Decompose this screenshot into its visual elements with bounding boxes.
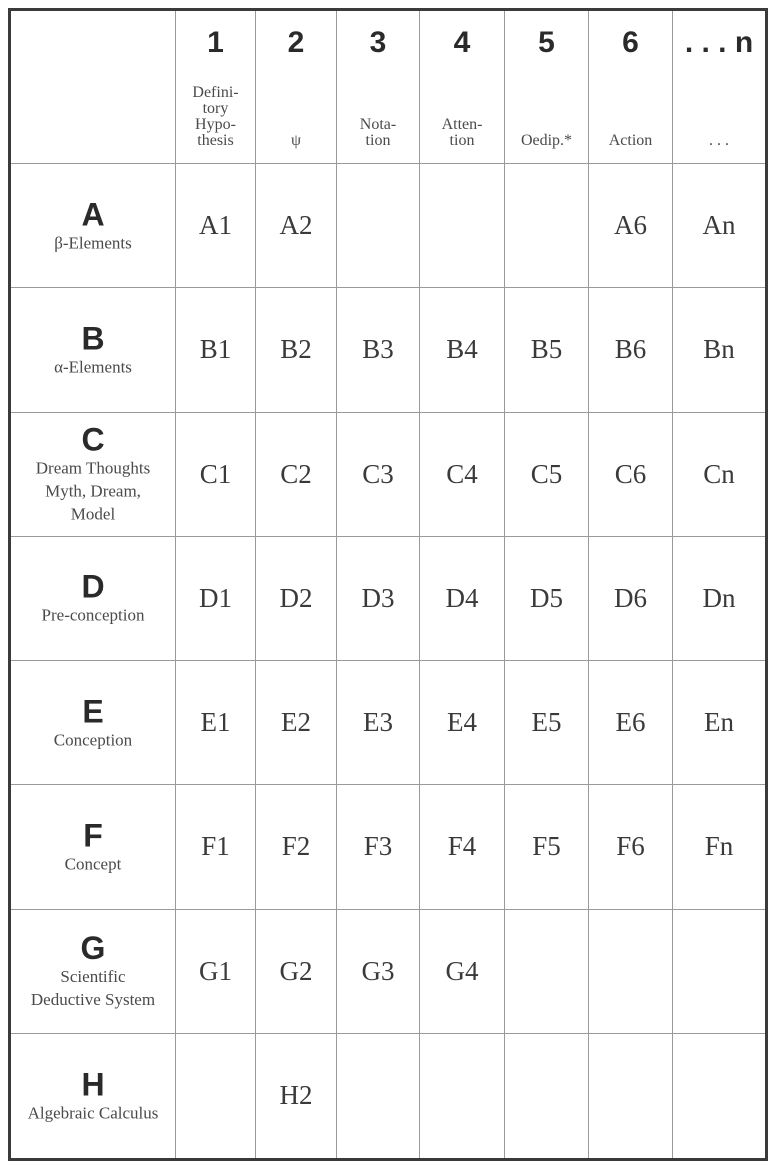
column-number: 4 [453,26,471,59]
grid-cell: Cn [673,413,765,537]
grid-cell: H2 [256,1034,337,1158]
grid-cell: D6 [589,537,673,661]
column-number: 3 [369,26,387,59]
row-header-f [11,785,176,909]
grid-cell: G1 [176,910,256,1034]
grid-cell: C4 [420,413,505,537]
grid-cell: B6 [589,288,673,412]
grid-cell: F6 [589,785,673,909]
row-letter: A [81,196,105,233]
row-header-h [11,1034,176,1158]
row-label: α-Elements [54,357,132,377]
grid-cell: D2 [256,537,337,661]
column-number: 5 [538,26,555,59]
grid-cell: E2 [256,661,337,785]
row-label: Concept [64,854,122,874]
column-label: Defini- tory Hypo- thesis [192,84,239,149]
grid-cell: D3 [337,537,420,661]
grid-cell [505,1034,589,1158]
grid-cell: G3 [337,910,420,1034]
row-letter: G [80,930,106,967]
grid-cell: F5 [505,785,589,909]
column-label: Oedip.* [520,132,573,149]
column-header-5 [505,11,589,164]
column-number: . . . n [684,26,754,59]
grid-cell: F1 [176,785,256,909]
grid-cell: F4 [420,785,505,909]
column-label: . . . [709,132,729,149]
grid-cell: G4 [420,910,505,1034]
row-label: β-Elements [54,233,132,253]
row-header-d [11,537,176,661]
corner-cell [11,11,176,164]
column-number: 6 [622,26,639,59]
row-header-b [11,288,176,412]
grid-cell: D1 [176,537,256,661]
grid-cell: C2 [256,413,337,537]
grid-cell: An [673,164,765,288]
column-label: ψ [290,132,301,149]
grid-cell: A2 [256,164,337,288]
column-header-1 [176,11,256,164]
grid-cell: B1 [176,288,256,412]
column-label: Nota- tion [359,116,397,149]
grid-cell [505,164,589,288]
grid-cell: C6 [589,413,673,537]
row-letter: E [82,693,104,730]
column-header-2 [256,11,337,164]
grid-cell: A6 [589,164,673,288]
bion-grid-table [8,8,768,1161]
row-letter: D [81,568,105,605]
row-header-c [11,413,176,537]
column-label: Action [608,132,653,149]
row-letter: B [81,320,105,357]
grid-cell: B5 [505,288,589,412]
row-label: Conception [53,730,133,750]
grid-cell: C3 [337,413,420,537]
grid-cell [673,910,765,1034]
row-label: Dream Thoughts Myth, Dream, Model [35,458,151,524]
grid-cell: C5 [505,413,589,537]
row-header-g [11,910,176,1034]
grid-cell: F3 [337,785,420,909]
column-number: 2 [287,26,305,59]
grid-cell: B4 [420,288,505,412]
grid-cell: D4 [420,537,505,661]
grid-cell [337,164,420,288]
row-letter: F [83,817,103,854]
column-header-6 [589,11,673,164]
grid-cell: E5 [505,661,589,785]
grid-cell: En [673,661,765,785]
grid-cell: Dn [673,537,765,661]
column-header-n [673,11,765,164]
grid-cell [420,164,505,288]
grid-cell [420,1034,505,1158]
row-header-e [11,661,176,785]
grid-cell: F2 [256,785,337,909]
grid-cell: B3 [337,288,420,412]
grid-cell: Fn [673,785,765,909]
grid-cell [589,910,673,1034]
grid-cell: E3 [337,661,420,785]
grid-cell: G2 [256,910,337,1034]
row-label: Algebraic Calculus [27,1103,159,1123]
row-letter: H [81,1066,105,1103]
column-number: 1 [207,26,224,59]
grid-cell: C1 [176,413,256,537]
grid-cell [673,1034,765,1158]
row-label: Scientific Deductive System [30,967,156,1010]
grid-cell: E6 [589,661,673,785]
grid-cell: A1 [176,164,256,288]
grid-cell [337,1034,420,1158]
grid-cell [505,910,589,1034]
row-header-a [11,164,176,288]
grid-cell: D5 [505,537,589,661]
grid-cell: Bn [673,288,765,412]
column-header-3 [337,11,420,164]
row-label: Pre-conception [41,605,145,625]
grid-cell: E4 [420,661,505,785]
grid-cell [589,1034,673,1158]
column-label: Atten- tion [441,116,483,149]
grid-cell [176,1034,256,1158]
grid-cell: E1 [176,661,256,785]
grid-cell: B2 [256,288,337,412]
column-header-4 [420,11,505,164]
row-letter: C [81,421,105,458]
